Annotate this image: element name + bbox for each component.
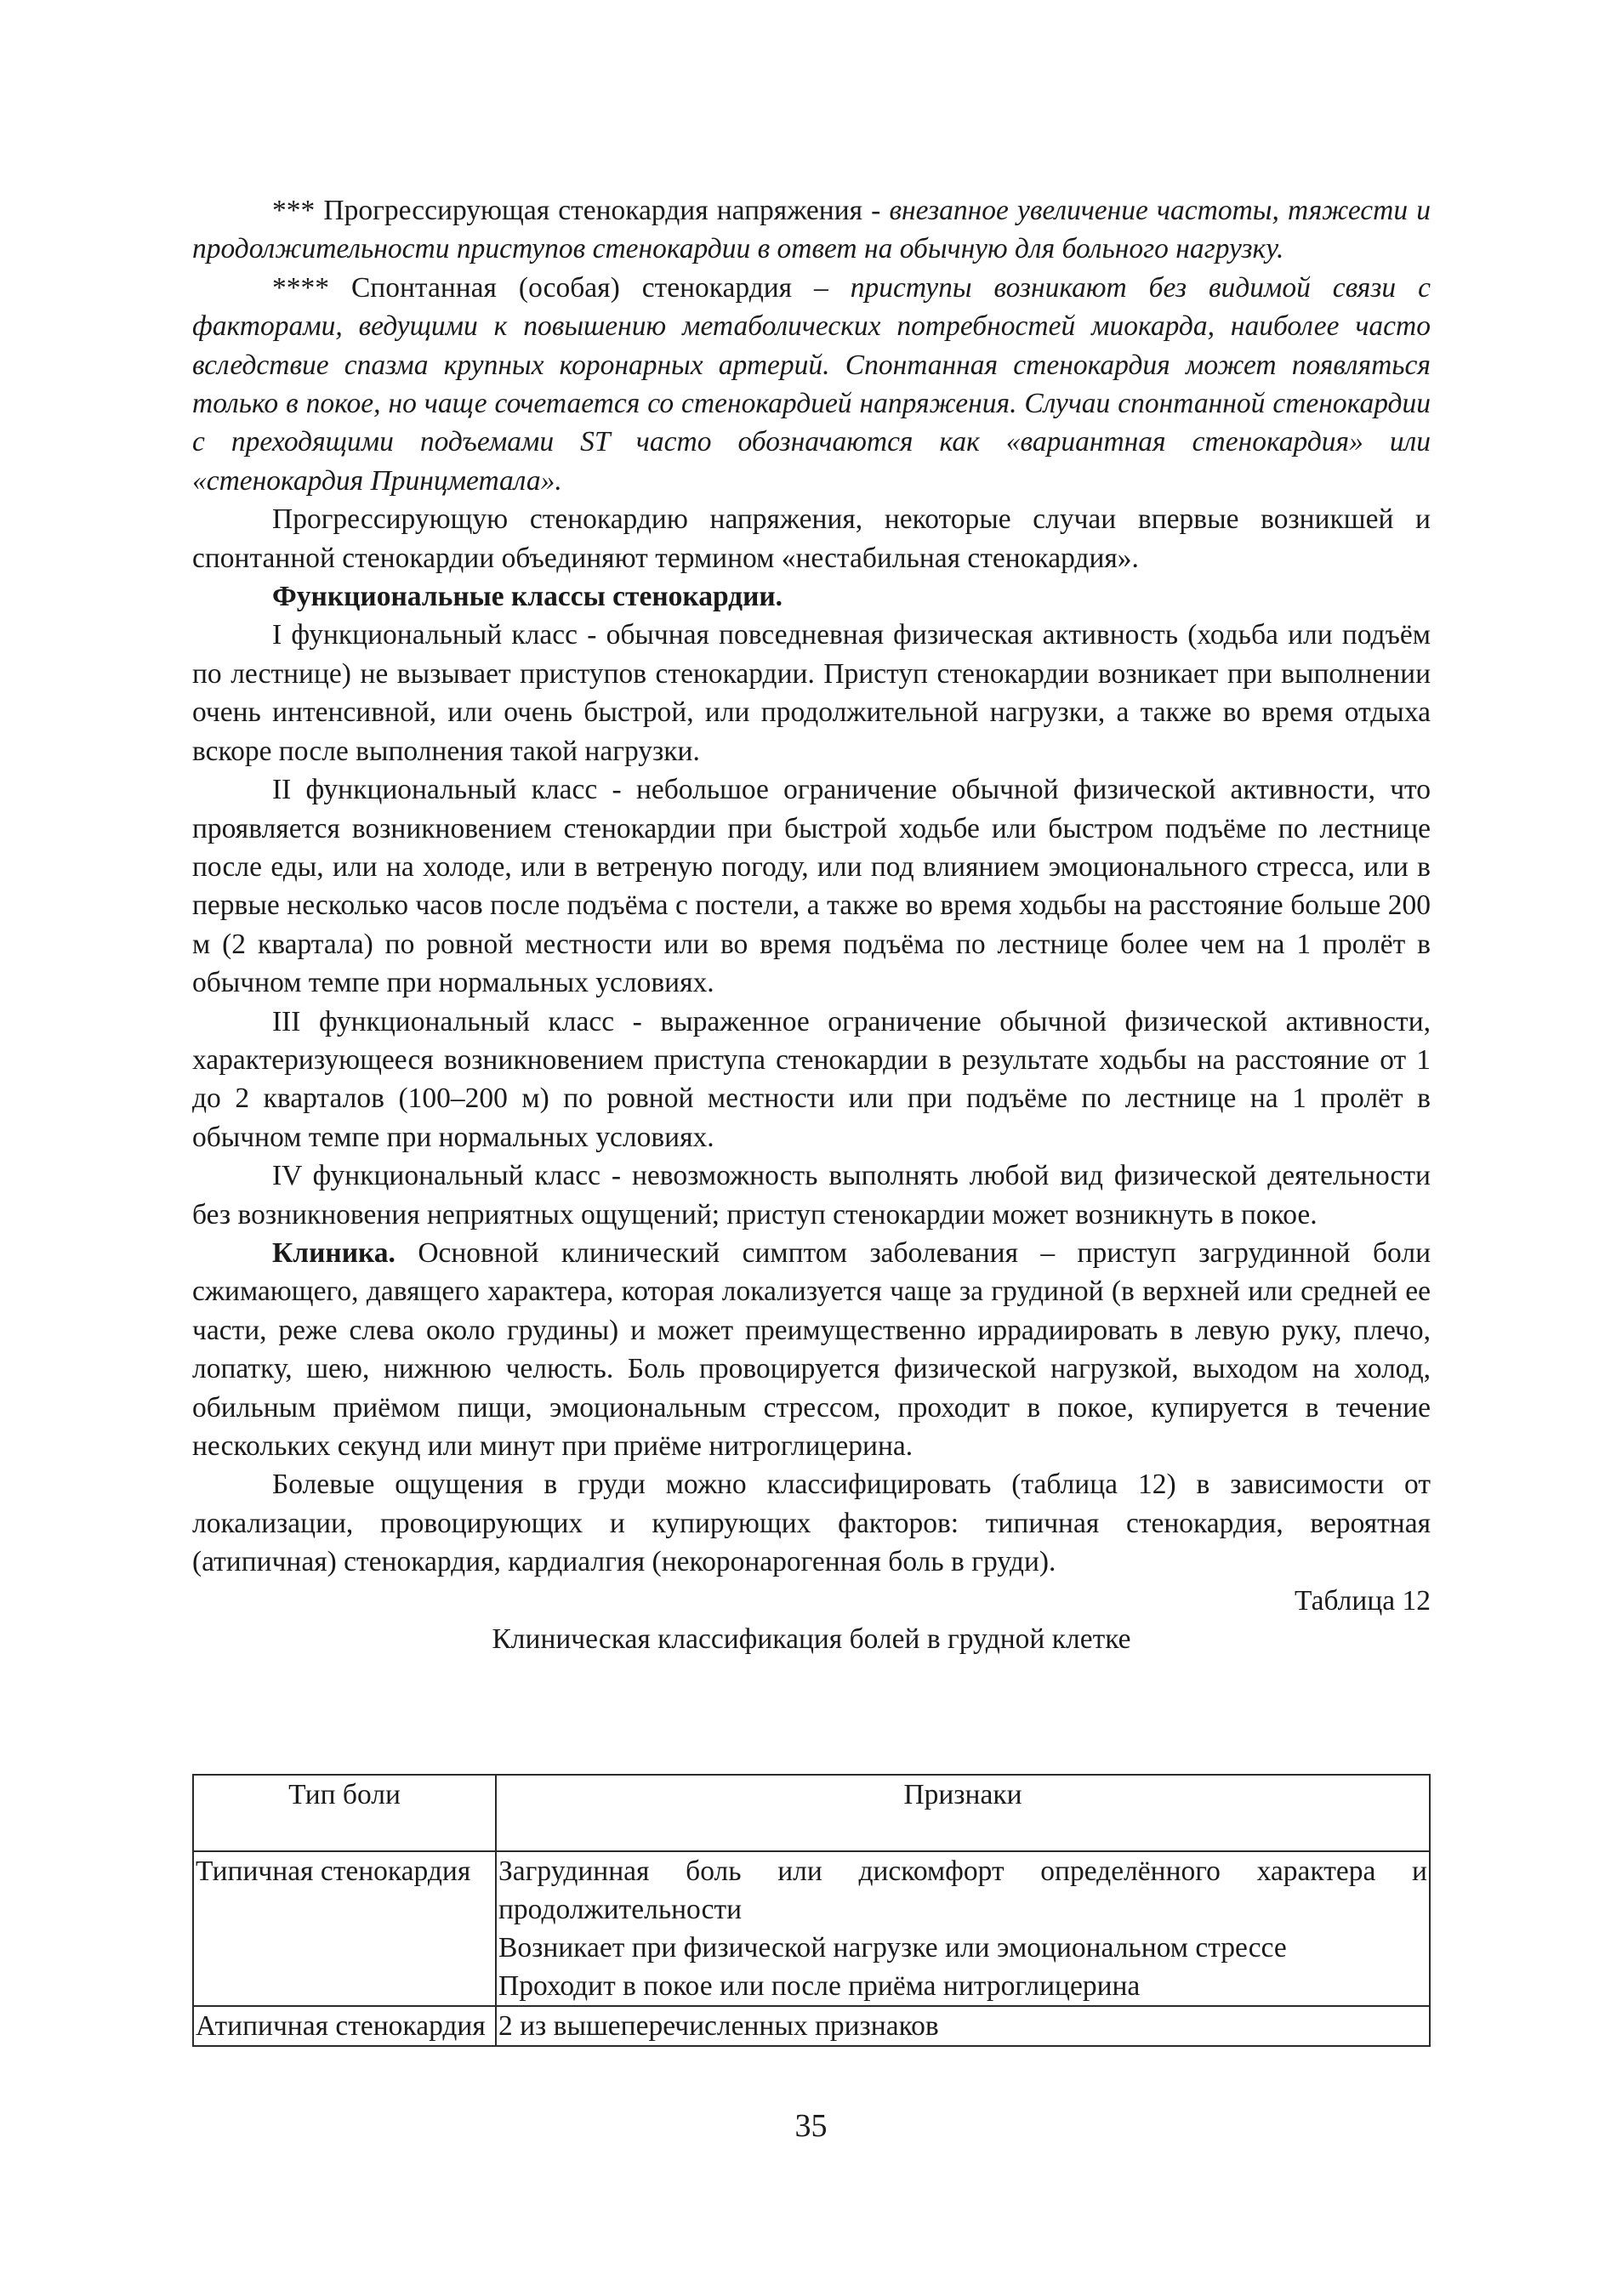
paragraph-functional-class-4: IV функциональный класс - невозможность выполнять любой вид физической деятельности без возникновения неприятных ощущений; приступ стенокардии может возникнуть в покое. — [192, 1160, 1431, 1230]
table-header-signs: Признаки — [496, 1775, 1430, 1851]
definition-progressive-angina: внезапное увеличение частоты, тяжести и продолжительности приступов стенокардии в ответ на обычную для больного нагрузку. — [192, 195, 1431, 265]
sign-item: 2 из вышеперечисленных признаков — [498, 2010, 939, 2042]
paragraph-functional-class-2: II функциональный класс - небольшое ограничение обычной физической активности, что проявляется возникновением стенокардии при быстрой ходьбе или быстром подъёме по лестнице после еды, или на холоде, или в ветреную погоду, или под влиянием эмоционального стресса, или в первые несколько часов после подъёма с постели, а также во время ходьбы на расстояние больше 200 м (2 квартала) по ровной местности или во время подъёма по лестнице более чем на 1 пролёт в обычном темпе при нормальных условиях. — [192, 774, 1431, 999]
paragraph-spontaneous-angina — [192, 269, 1431, 500]
paragraph-clinic — [192, 1234, 1431, 1465]
table-cell-signs — [496, 1851, 1430, 2006]
table-row — [193, 1851, 1430, 2006]
clinic-text: Основной клинический симптом заболевания – приступ загрудинной боли сжимающего, давящего характера, которая локализуется чаще за грудиной (в верхней или средней ее части, реже слева около грудины) и может преимущественно иррадиировать в левую руку, плечо, лопатку, шею, нижнюю челюсть. Боль провоцируется физической нагрузкой, выходом на холод, обильным приёмом пищи, эмоциональным стрессом, проходит в покое, купируется в течение нескольких секунд или минут при приёме нитроглицерина. — [192, 1236, 1431, 1462]
sign-item: Загрудинная боль или дискомфорт определённого характера и продолжительности — [498, 1856, 1427, 1925]
table-cell-signs — [496, 2006, 1430, 2046]
table-number-label: Таблица 12 — [1294, 1584, 1431, 1617]
table-header-row — [193, 1775, 1430, 1851]
pain-classification-table — [192, 1774, 1431, 2047]
definition-spontaneous-angina: приступы возникают без видимой связи с факторами, ведущими к повышению метаболических потребностей миокарда, наиболее часто вследствие спазма крупных коронарных артерий. Спонтанная стенокардия может появляться только в покое, но чаще сочетается со стенокардией напряжения. Случаи спонтанной стенокардии с преходящими подъемами ST часто обозначаются как «вариантная стенокардия» или «стенокардия Принцметала». — [192, 271, 1431, 497]
sign-item: Возникает при физической нагрузке или эмоциональном стрессе — [498, 1932, 1287, 1964]
paragraph-pain-classification: Болевые ощущения в груди можно классифицировать (таблица 12) в зависимости от локализации, провоцирующих и купирующих факторов: типичная стенокардия, вероятная (атипичная) стенокардия, кардиалгия (некоронарогенная боль в груди). — [192, 1469, 1431, 1578]
table-cell-type: Типичная стенокардия — [193, 1851, 496, 2006]
term-progressive-angina: *** Прогрессирующая стенокардия напряжения - — [272, 195, 890, 226]
paragraph-unstable-angina: Прогрессирующую стенокардию напряжения, некоторые случаи впервые возникшей и спонтанной стенокардии объединяют термином «нестабильная стенокардия». — [192, 503, 1431, 574]
table-header-type: Тип боли — [193, 1775, 496, 1851]
table-cell-type: Атипичная стенокардия — [193, 2006, 496, 2046]
heading-functional-classes: Функциональные классы стенокардии. — [272, 581, 783, 613]
table-row — [193, 2006, 1430, 2046]
paragraph-functional-class-3: III функциональный класс - выраженное ограничение обычной физической активности, характеризующееся возникновением приступа стенокардии в результате ходьбы на расстояние от 1 до 2 кварталов (100–200 м) по ровной местности или при подъёме по лестнице на 1 пролёт в обычном темпе при нормальных условиях. — [192, 1005, 1431, 1153]
paragraph-progressive-angina — [192, 191, 1431, 269]
page-number: 35 — [794, 2108, 828, 2144]
term-spontaneous-angina: **** Спонтанная (особая) стенокардия – — [272, 271, 851, 304]
table-title: Клиническая классификация болей в грудной клетке — [492, 1623, 1131, 1656]
document-body — [192, 191, 1431, 1658]
sign-item: Проходит в покое или после приёма нитроглицерина — [498, 1970, 1141, 2002]
paragraph-functional-class-1: I функциональный класс - обычная повседневная физическая активность (ходьба или подъём по лестнице) не вызывает приступов стенокардии. Приступ стенокардии возникает при выполнении очень интенсивной, или очень быстрой, или продолжительной нагрузки, а также во время отдыха вскоре после выполнения такой нагрузки. — [192, 619, 1431, 767]
heading-clinic: Клиника. — [272, 1236, 396, 1269]
